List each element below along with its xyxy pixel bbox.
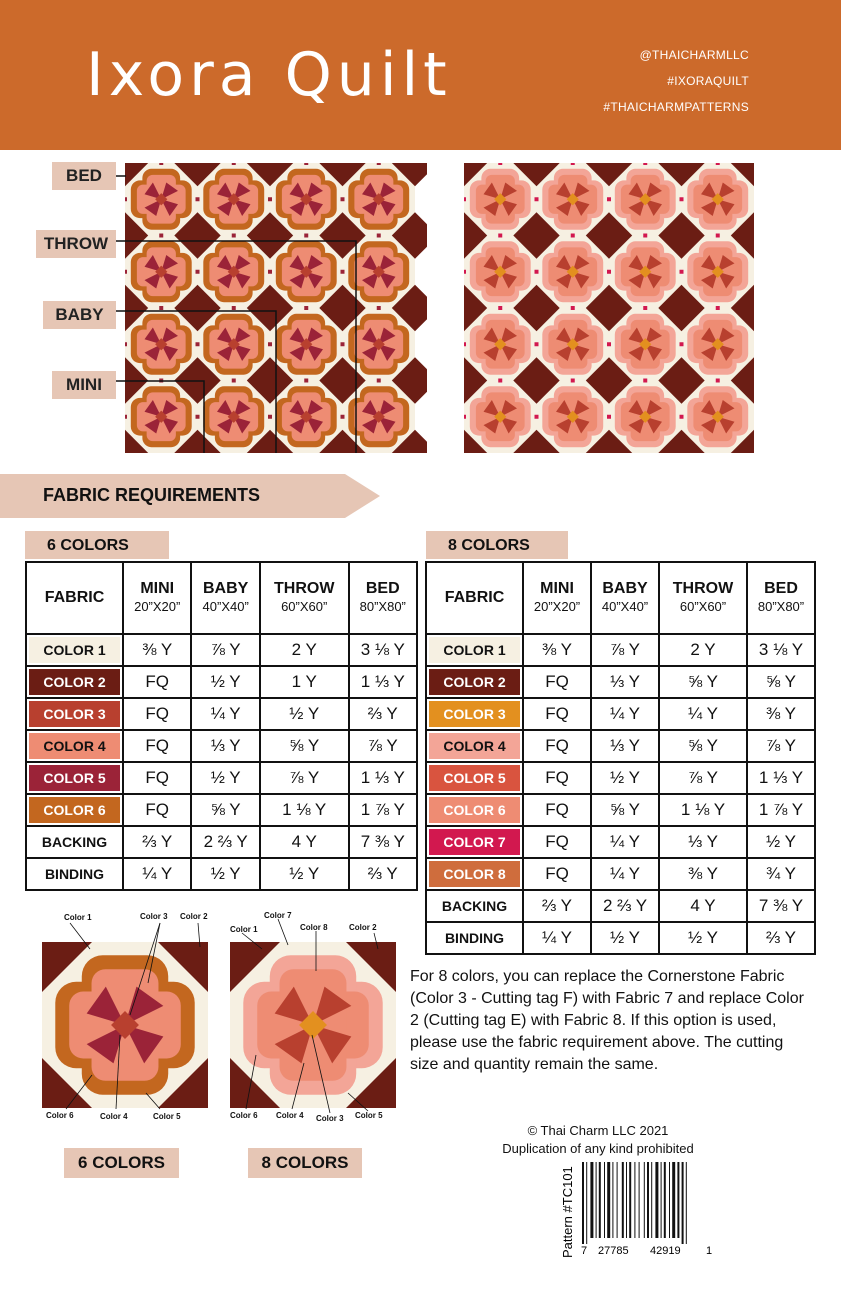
fabric-swatch-label: COLOR 5 xyxy=(429,765,520,791)
social-tags xyxy=(603,42,749,120)
table-row xyxy=(426,922,815,954)
barcode-digits-left: 27785 xyxy=(598,1245,629,1257)
tag-patterns: #THAICHARMPATTERNS xyxy=(603,100,749,114)
block-caption-6-colors: 6 COLORS xyxy=(64,1148,179,1178)
yardage-cell: FQ xyxy=(123,698,191,730)
eight-header-3 xyxy=(659,562,747,634)
table-row xyxy=(26,762,417,794)
yardage-cell: 3 ⅛ Y xyxy=(747,634,815,666)
size-label-baby: BABY xyxy=(43,301,116,329)
yardage-cell: 2 Y xyxy=(659,634,747,666)
fabric-swatch-label: BACKING xyxy=(429,893,520,919)
yardage-cell: ½ Y xyxy=(191,666,259,698)
block-callout-lines xyxy=(30,905,410,1135)
block6-label-color3: Color 3 xyxy=(140,912,168,921)
yardage-cell: ⅝ Y xyxy=(191,794,259,826)
header-label: THROW xyxy=(273,580,335,597)
fabric-name-cell xyxy=(426,826,523,858)
fabric-name-cell xyxy=(426,922,523,954)
yardage-cell: FQ xyxy=(123,730,191,762)
yardage-cell: FQ xyxy=(123,666,191,698)
size-label-throw: THROW xyxy=(36,230,116,258)
table-row xyxy=(26,858,417,890)
yardage-cell: 7 ⅜ Y xyxy=(349,826,418,858)
fabric-swatch-label: BACKING xyxy=(29,829,120,855)
table-row xyxy=(426,666,815,698)
yardage-cell: ⅔ Y xyxy=(747,922,815,954)
yardage-cell: ⅝ Y xyxy=(591,794,659,826)
yardage-cell: ¼ Y xyxy=(123,858,191,890)
fabric-name-cell xyxy=(26,730,123,762)
table-row xyxy=(26,730,417,762)
yardage-cell: ¼ Y xyxy=(523,922,591,954)
yardage-cell: ⅞ Y xyxy=(747,730,815,762)
yardage-cell: FQ xyxy=(123,794,191,826)
table-row xyxy=(426,826,815,858)
yardage-cell: FQ xyxy=(523,858,591,890)
yardage-cell: ⅜ Y xyxy=(123,634,191,666)
yardage-cell: 4 Y xyxy=(260,826,349,858)
yardage-cell: ⅞ Y xyxy=(349,730,418,762)
fabric-swatch-label: COLOR 1 xyxy=(29,637,120,663)
table-row xyxy=(426,890,815,922)
copyright-block xyxy=(478,1122,718,1158)
fabric-name-cell xyxy=(426,666,523,698)
block8-label-color5: Color 5 xyxy=(355,1111,383,1120)
block-caption-8-colors: 8 COLORS xyxy=(248,1148,362,1178)
substitution-note: For 8 colors, you can replace the Cornerstone Fabric (Color 3 - Cutting tag F) with Fabric 7 and replace Color 2 (Cutting tag E) with Fabric 8. If this option is used, please use the fabric requirement above. The cutting size and quantity remain the same. xyxy=(410,968,804,1073)
header-size: 20”X20” xyxy=(134,599,181,614)
yardage-cell: FQ xyxy=(523,794,591,826)
yardage-cell: ⅔ Y xyxy=(349,698,418,730)
page-title: Ixora Quilt xyxy=(86,40,452,110)
yardage-cell: 4 Y xyxy=(659,890,747,922)
yardage-cell: ½ Y xyxy=(659,922,747,954)
fabric-swatch-label: COLOR 8 xyxy=(429,861,520,887)
pattern-number: Pattern #TC101 xyxy=(560,1166,575,1258)
size-label-mini: MINI xyxy=(52,371,116,399)
fabric-name-cell xyxy=(426,762,523,794)
eight-header-1 xyxy=(523,562,591,634)
fabric-swatch-label: COLOR 2 xyxy=(429,669,520,695)
fabric-name-cell xyxy=(426,730,523,762)
yardage-cell: ¼ Y xyxy=(591,858,659,890)
header-size: 40”X40” xyxy=(601,599,649,614)
block6-label-color1: Color 1 xyxy=(64,913,92,922)
yardage-cell: FQ xyxy=(523,698,591,730)
yardage-cell: 7 ⅜ Y xyxy=(747,890,815,922)
table-row xyxy=(26,826,417,858)
yardage-cell: FQ xyxy=(523,826,591,858)
block8-label-color6: Color 6 xyxy=(230,1111,258,1120)
block6-label-color5: Color 5 xyxy=(153,1112,181,1121)
barcode-digit-prefix: 7 xyxy=(581,1245,588,1257)
yardage-cell: ⅔ Y xyxy=(123,826,191,858)
block8-label-color3: Color 3 xyxy=(316,1114,344,1123)
yardage-cell: ½ Y xyxy=(591,762,659,794)
header-label: MINI xyxy=(140,580,175,597)
header-label: FABRIC xyxy=(44,589,105,606)
table-row xyxy=(426,730,815,762)
yardage-cell: ¾ Y xyxy=(747,858,815,890)
yardage-cell: 2 ⅔ Y xyxy=(591,890,659,922)
table-row xyxy=(26,634,417,666)
yardage-cell: 1 ⅓ Y xyxy=(747,762,815,794)
yardage-cell: ¼ Y xyxy=(191,698,259,730)
table-row xyxy=(426,634,815,666)
yardage-cell: ½ Y xyxy=(191,762,259,794)
fabric-swatch-label: COLOR 3 xyxy=(429,701,520,727)
yardage-cell: ½ Y xyxy=(260,698,349,730)
header-size: 80”X80” xyxy=(757,599,805,614)
six-header-0 xyxy=(26,562,123,634)
size-indicator-lines xyxy=(116,163,436,463)
yardage-cell: ⅜ Y xyxy=(659,858,747,890)
yardage-cell: 3 ⅛ Y xyxy=(349,634,418,666)
yardage-cell: ⅓ Y xyxy=(659,826,747,858)
fabric-name-cell xyxy=(426,794,523,826)
table-row xyxy=(426,698,815,730)
fabric-swatch-label: COLOR 6 xyxy=(29,797,120,823)
eight-header-0 xyxy=(426,562,523,634)
yardage-cell: ½ Y xyxy=(191,858,259,890)
block6-label-color4: Color 4 xyxy=(100,1112,128,1121)
yardage-cell: ¼ Y xyxy=(591,826,659,858)
tag-instagram: @THAICHARMLLC xyxy=(639,48,749,62)
yardage-cell: FQ xyxy=(523,762,591,794)
fabric-swatch-label: COLOR 4 xyxy=(29,733,120,759)
barcode-digit-check: 1 xyxy=(706,1245,713,1257)
section-title: FABRIC REQUIREMENTS xyxy=(43,485,261,505)
size-label-bed: BED xyxy=(52,162,116,190)
barcode-digits-right: 42919 xyxy=(650,1245,681,1257)
fabric-name-cell xyxy=(426,698,523,730)
fabric-name-cell xyxy=(426,634,523,666)
fabric-requirements-banner xyxy=(0,474,380,518)
yardage-cell: ⅓ Y xyxy=(591,730,659,762)
yardage-cell: 2 ⅔ Y xyxy=(191,826,259,858)
yardage-cell: ⅝ Y xyxy=(747,666,815,698)
yardage-cell: ½ Y xyxy=(260,858,349,890)
fabric-swatch-label: COLOR 6 xyxy=(429,797,520,823)
yardage-cell: 1 ⅞ Y xyxy=(747,794,815,826)
fabric-swatch-label: COLOR 5 xyxy=(29,765,120,791)
yardage-cell: FQ xyxy=(523,666,591,698)
yardage-cell: ⅓ Y xyxy=(191,730,259,762)
fabric-swatch-label: BINDING xyxy=(29,861,120,887)
fabric-name-cell xyxy=(26,698,123,730)
fabric-swatch-label: COLOR 4 xyxy=(429,733,520,759)
fabric-name-cell xyxy=(426,858,523,890)
yardage-cell: ¼ Y xyxy=(659,698,747,730)
copyright-text: © Thai Charm LLC 2021 xyxy=(527,1123,669,1138)
yardage-cell: 1 ⅓ Y xyxy=(349,762,418,794)
yardage-cell: ⅞ Y xyxy=(659,762,747,794)
fabric-name-cell xyxy=(426,890,523,922)
header-label: BABY xyxy=(602,580,648,597)
yardage-cell: ⅝ Y xyxy=(659,666,747,698)
table-6-colors xyxy=(25,561,418,891)
table-row xyxy=(26,794,417,826)
yardage-cell: ¼ Y xyxy=(591,698,659,730)
fabric-swatch-label: COLOR 7 xyxy=(429,829,520,855)
fabric-swatch-label: COLOR 3 xyxy=(29,701,120,727)
tab-8-colors: 8 COLORS xyxy=(426,531,568,559)
block8-label-color1: Color 1 xyxy=(230,925,258,934)
yardage-cell: ⅞ Y xyxy=(191,634,259,666)
yardage-cell: ½ Y xyxy=(747,826,815,858)
header-label: BABY xyxy=(203,580,249,597)
fabric-name-cell xyxy=(26,762,123,794)
header-size: 80”X80” xyxy=(359,599,406,614)
block8-label-color2: Color 2 xyxy=(349,923,377,932)
block8-label-color8: Color 8 xyxy=(300,923,328,932)
table-row xyxy=(26,666,417,698)
block6-label-color6: Color 6 xyxy=(46,1111,74,1120)
fabric-name-cell xyxy=(26,826,123,858)
fabric-swatch-label: COLOR 1 xyxy=(429,637,520,663)
fabric-name-cell xyxy=(26,634,123,666)
header-label: BED xyxy=(764,580,798,597)
yardage-cell: ⅔ Y xyxy=(523,890,591,922)
six-header-3 xyxy=(260,562,349,634)
yardage-cell: ⅓ Y xyxy=(591,666,659,698)
table-row xyxy=(426,794,815,826)
table-row xyxy=(26,698,417,730)
fabric-name-cell xyxy=(26,794,123,826)
yardage-cell: ⅜ Y xyxy=(747,698,815,730)
fabric-name-cell xyxy=(26,858,123,890)
eight-header-2 xyxy=(591,562,659,634)
yardage-cell: 1 Y xyxy=(260,666,349,698)
header-size: 60”X60” xyxy=(679,599,727,614)
header-label: MINI xyxy=(540,580,574,597)
header-label: FABRIC xyxy=(444,589,505,606)
yardage-cell: ⅞ Y xyxy=(591,634,659,666)
block8-label-color7: Color 7 xyxy=(264,911,292,920)
header-size: 60”X60” xyxy=(281,599,328,614)
yardage-cell: 1 ⅓ Y xyxy=(349,666,418,698)
fabric-name-cell xyxy=(26,666,123,698)
fabric-swatch-label: BINDING xyxy=(429,925,520,951)
yardage-cell: ⅜ Y xyxy=(523,634,591,666)
table-row xyxy=(426,858,815,890)
six-header-2 xyxy=(191,562,259,634)
tab-6-colors: 6 COLORS xyxy=(25,531,169,559)
header-label: BED xyxy=(365,580,400,597)
yardage-cell: FQ xyxy=(523,730,591,762)
yardage-cell: 1 ⅛ Y xyxy=(659,794,747,826)
tag-quilt: #IXORAQUILT xyxy=(667,74,749,88)
yardage-cell: ⅔ Y xyxy=(349,858,418,890)
header-size: 40”X40” xyxy=(202,599,249,614)
quilt-8-colors-image xyxy=(464,163,754,453)
header-banner xyxy=(0,0,841,150)
duplication-text: Duplication of any kind prohibited xyxy=(502,1141,694,1156)
yardage-cell: 1 ⅞ Y xyxy=(349,794,418,826)
header-label: THROW xyxy=(672,580,734,597)
six-header-1 xyxy=(123,562,191,634)
yardage-cell: ½ Y xyxy=(591,922,659,954)
header-size: 20”X20” xyxy=(533,599,581,614)
yardage-cell: FQ xyxy=(123,762,191,794)
table-8-colors xyxy=(425,561,816,955)
table-row xyxy=(426,762,815,794)
yardage-cell: ⅝ Y xyxy=(659,730,747,762)
six-header-4 xyxy=(349,562,418,634)
eight-header-4 xyxy=(747,562,815,634)
block8-label-color4: Color 4 xyxy=(276,1111,304,1120)
yardage-cell: ⅞ Y xyxy=(260,762,349,794)
yardage-cell: ⅝ Y xyxy=(260,730,349,762)
barcode xyxy=(554,1160,724,1260)
fabric-swatch-label: COLOR 2 xyxy=(29,669,120,695)
block6-label-color2: Color 2 xyxy=(180,912,208,921)
yardage-cell: 1 ⅛ Y xyxy=(260,794,349,826)
yardage-cell: 2 Y xyxy=(260,634,349,666)
